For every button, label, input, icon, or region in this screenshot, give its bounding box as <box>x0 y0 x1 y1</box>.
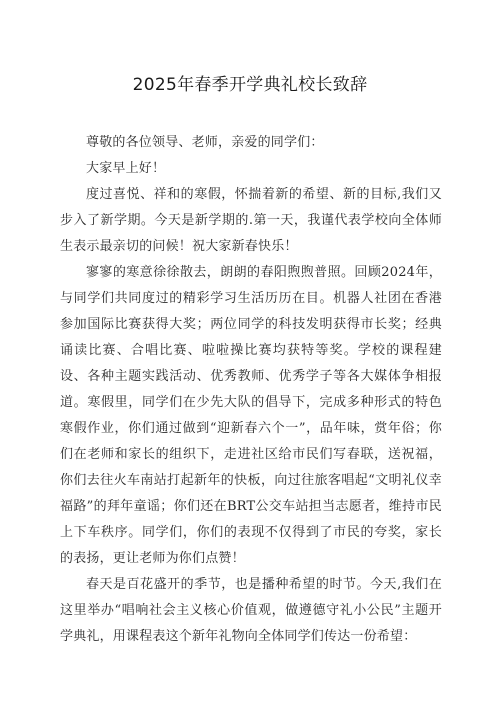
body-paragraph: 寥寥的寒意徐徐散去，朗朗的春阳煦煦普照。回顾2024年，与同学们共同度过的精彩学习生活历历在目。机器人社团在香港参加国际比赛获得大奖；两位同学的科技发明获得市长奖；经典诵读比赛、合唱比赛、啦啦操比赛均获特等奖。学校的课程建设、各种主题实践活动、优秀教师、优秀学子等各大媒体争相报道。寒假里，同学们在少先大队的倡导下，完成多种形式的特色寒假作业，你们通过做到“迎新春六个一”，品年味，赏年俗；你们在老师和家长的组织下，走进社区给市民们写春联，送祝福，你们去往火车南站打起新年的快板，向过往旅客唱起“文明礼仪幸福路”的拜年童谣；你们还在BRT公交车站担当志愿者，维持市民上下车秩序。同学们，你们的表现不仅得到了市民的夸奖，家长的表扬，更让老师为你们点赞！ <box>60 265 442 566</box>
document-title: 2025年春季开学典礼校长致辞 <box>132 75 368 95</box>
document-body <box>60 130 442 650</box>
body-paragraph: 春天是百花盛开的季节，也是播种希望的时节。今天,我们在这里举办“唱响社会主义核心价值观，做遵德守礼小公民”主题开学典礼，用课程表这个新年礼物向全体同学们传达一份希望： <box>60 577 442 644</box>
body-paragraph: 度过喜悦、祥和的寒假，怀揣着新的希望、新的目标,我们又步入了新学期。今天是新学期的.第一天，我谨代表学校向全体师生表示最亲切的问候！祝大家新春快乐！ <box>60 187 442 254</box>
salutation-paragraph: 尊敬的各位领导、老师，亲爱的同学们： <box>86 135 324 150</box>
greeting-paragraph: 大家早上好！ <box>86 161 166 176</box>
